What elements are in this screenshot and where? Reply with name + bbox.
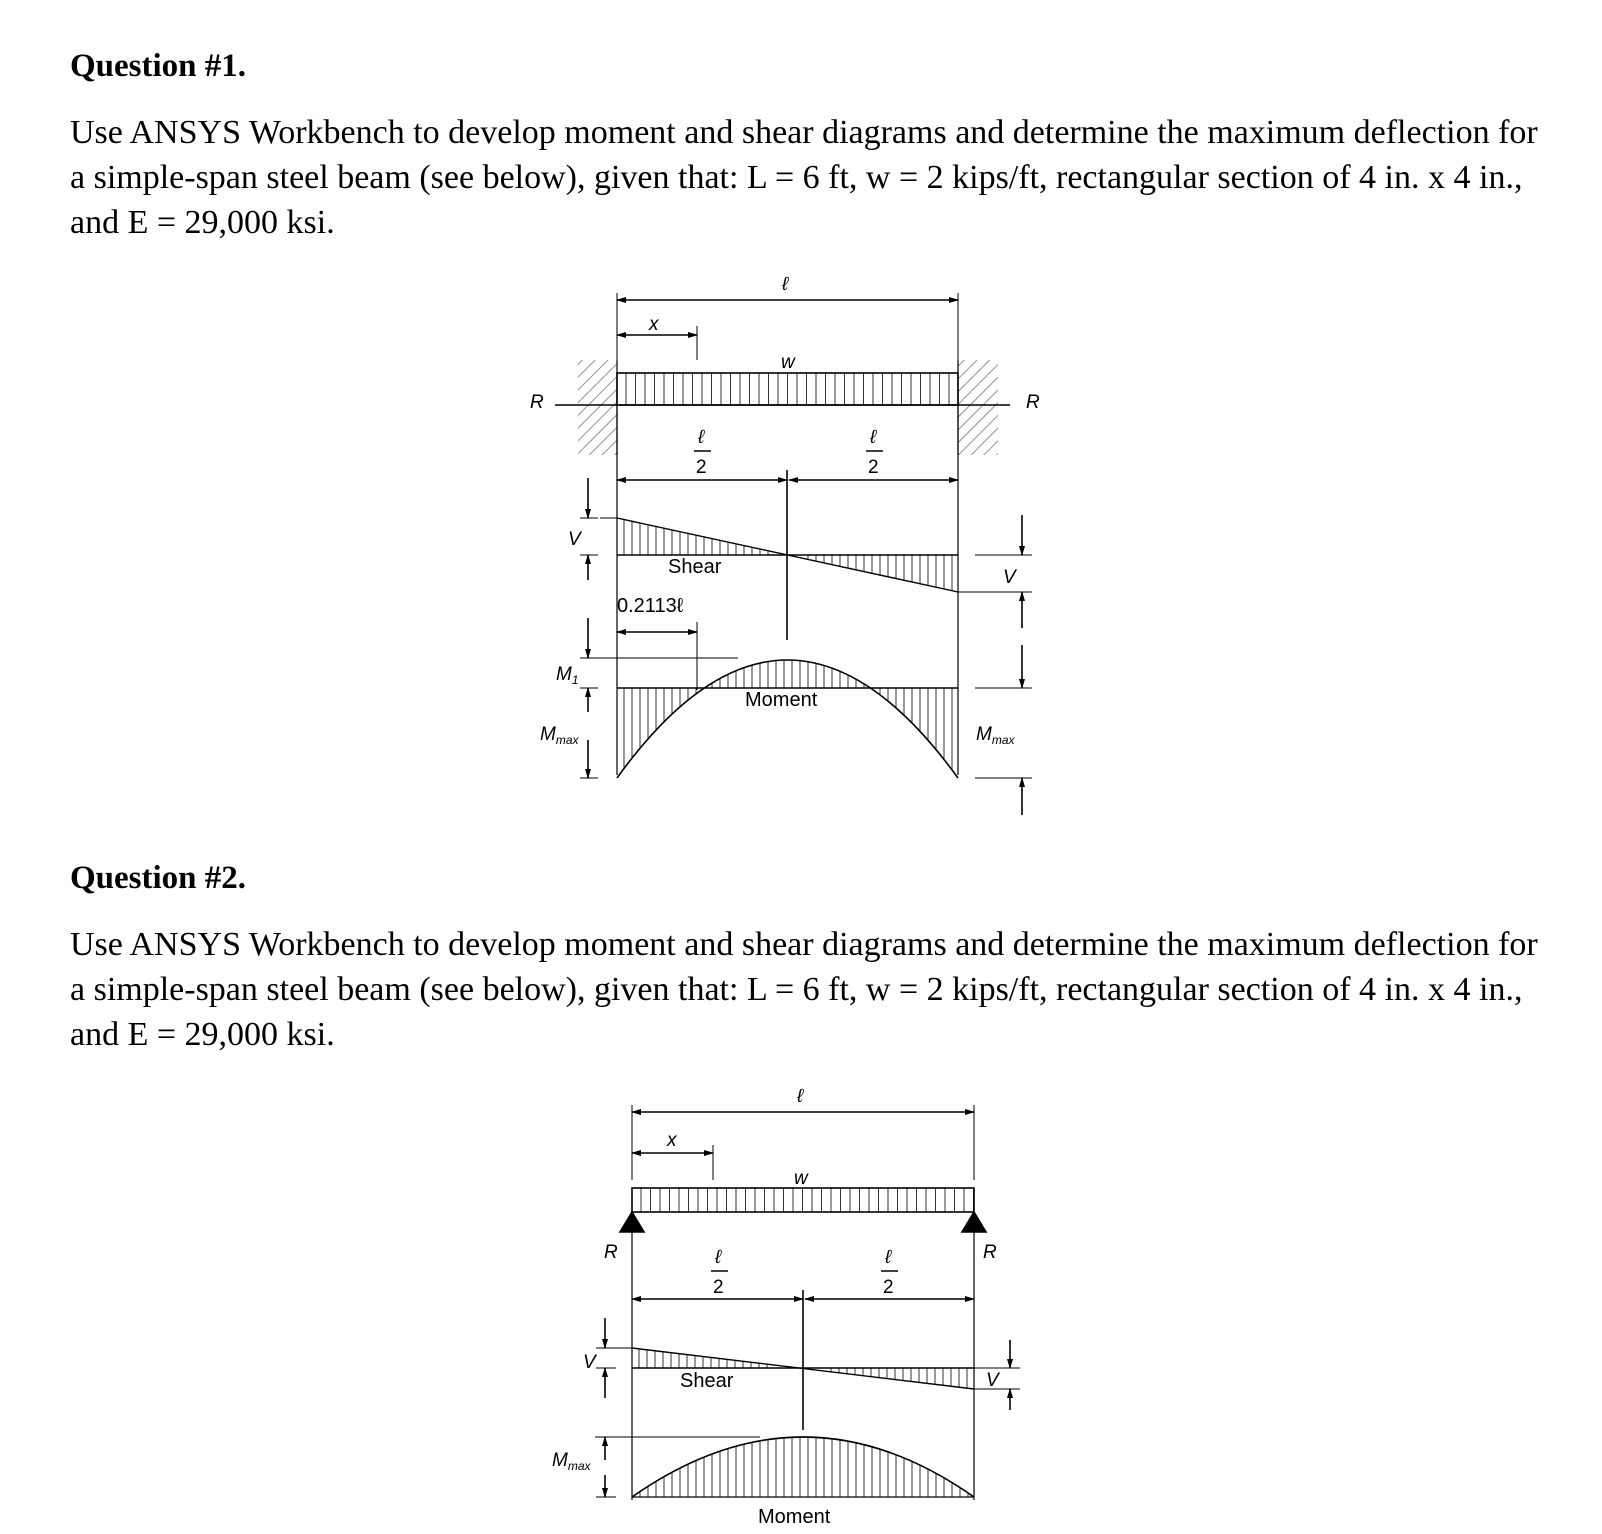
question-1-text: Use ANSYS Workbench to develop moment and shear diagrams and determine the maximum deflection for a simple-span steel beam (see below), given that: L = 6 ft, w = 2 kips/ft, rectangular section of 4 in. x 4 in., and E = 29,000 ksi. [70, 114, 1538, 241]
half-span-left-num-2: ℓ [715, 1247, 722, 1268]
span-label-2: ℓ [797, 1086, 804, 1107]
shear-label: Shear [668, 556, 722, 578]
x-label-2: x [667, 1130, 677, 1151]
moment-label: Moment [745, 689, 818, 711]
question-2-text: Use ANSYS Workbench to develop moment and shear diagrams and determine the maximum deflection for a simple-span steel beam (see below), given that: L = 6 ft, w = 2 kips/ft, rectangular section of 4 in. x 4 in., and E = 29,000 ksi. [70, 926, 1538, 1053]
span-label: ℓ [782, 274, 789, 295]
inflection-distance-label: 0.2113ℓ [617, 595, 684, 617]
half-span-right-den-2: 2 [883, 1277, 894, 1298]
reaction-right-label: R [1026, 392, 1040, 413]
x-label: x [649, 314, 659, 335]
half-span-left-den-2: 2 [713, 1277, 724, 1298]
reaction-left-label: R [530, 392, 544, 413]
half-span-right-num: ℓ [870, 427, 877, 448]
reaction-left-label-2: R [604, 1242, 618, 1263]
question-1-heading: Question #1. [70, 48, 247, 84]
left-fixed-support [578, 360, 617, 455]
shear-v-right-label: V [1003, 567, 1016, 588]
half-span-right-den: 2 [868, 457, 879, 478]
right-fixed-support [958, 360, 998, 455]
left-pin-support [620, 1212, 644, 1232]
shear-label-2: Shear [680, 1370, 734, 1392]
shear-v-left-label: V [568, 529, 581, 550]
question-2-heading: Question #2. [70, 860, 247, 896]
simple-beam-diagram [0, 1060, 1602, 1534]
shear-v-right-label-2: V [986, 1370, 999, 1391]
mmax-label-2: $M_{max}$ [552, 1450, 591, 1473]
w-label-2: w [794, 1168, 808, 1189]
half-span-left-num: ℓ [698, 427, 705, 448]
half-span-left-den: 2 [696, 457, 707, 478]
reaction-right-label-2: R [983, 1242, 997, 1263]
right-pin-support [962, 1212, 986, 1232]
moment-curve [617, 660, 958, 778]
distributed-load-2 [632, 1188, 974, 1212]
mmax-left-label: $M_{max}$ [540, 724, 579, 747]
mmax-right-label: $M_{max}$ [976, 724, 1015, 747]
half-span-right-num-2: ℓ [885, 1247, 892, 1268]
shear-v-left-label-2: V [583, 1352, 596, 1373]
moment-label-2: Moment [758, 1506, 831, 1528]
w-label: w [781, 352, 795, 373]
m1-label: $M_1$ [556, 664, 579, 687]
